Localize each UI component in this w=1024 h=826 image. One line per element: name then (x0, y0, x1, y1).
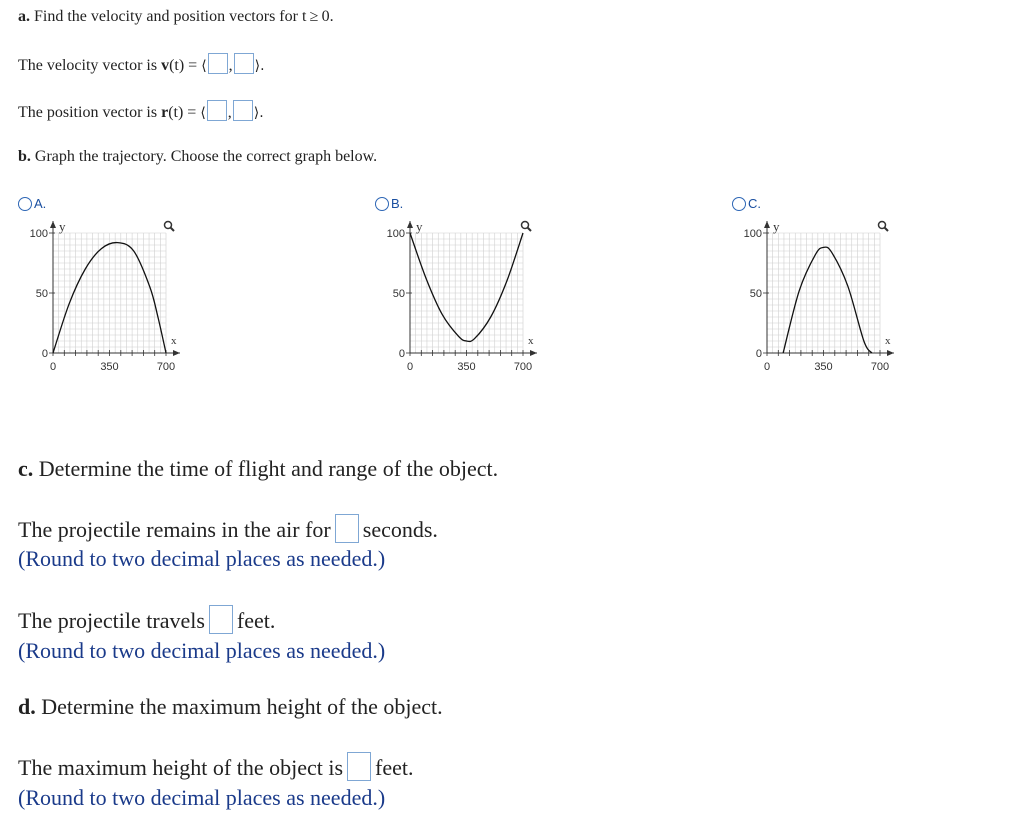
magnifier-handle (528, 228, 532, 232)
velocity-vector-line: The velocity vector is v(t) = ⟨ , ⟩. (18, 53, 265, 75)
y-tick-label: 100 (743, 228, 762, 240)
position-y-input[interactable] (233, 100, 253, 121)
x-tick-label: 700 (513, 361, 533, 373)
x-axis-label: x (171, 335, 177, 347)
magnifier-lens (879, 222, 886, 229)
x-axis-arrow (530, 350, 537, 356)
y-tick-label: 50 (35, 288, 48, 300)
graph-a (18, 210, 198, 380)
part-c-prompt: c. Determine the time of flight and range of the object. (18, 456, 499, 481)
magnifier-handle (171, 228, 175, 232)
magnifier-handle (885, 228, 889, 232)
travel-line: The projectile travels feet. (18, 605, 275, 634)
y-axis-arrow (407, 221, 413, 228)
magnifier-icon (165, 222, 175, 232)
graph-b (375, 210, 555, 380)
y-axis-arrow (764, 221, 770, 228)
part-a-prompt: a. Find the velocity and position vectors for t ≥ 0. (18, 8, 334, 25)
magnifier-lens (165, 222, 172, 229)
magnifier-icon (522, 222, 532, 232)
x-tick-label: 0 (406, 361, 414, 373)
x-tick-label: 350 (100, 361, 119, 373)
part-d-prompt: d. Determine the maximum height of the object. (18, 694, 443, 719)
option-c-radio[interactable] (732, 197, 746, 211)
x-tick-label: 700 (156, 361, 176, 373)
graph-c (732, 210, 912, 380)
y-axis-label: y (773, 219, 780, 234)
x-axis-arrow (887, 350, 894, 356)
air-time-input[interactable] (335, 514, 359, 543)
y-tick-label: 50 (749, 288, 762, 300)
y-tick-label: 50 (392, 288, 405, 300)
option-a-radio[interactable] (18, 197, 32, 211)
x-axis-arrow (173, 350, 180, 356)
y-tick-label: 100 (386, 228, 405, 240)
max-height-input[interactable] (347, 752, 371, 781)
y-tick-label: 0 (755, 348, 762, 360)
position-vector-line: The position vector is r(t) = ⟨ , ⟩. (18, 100, 264, 122)
option-b-radio[interactable] (375, 197, 389, 211)
x-axis-label: x (885, 335, 891, 347)
option-a[interactable]: A. 0 350 700 0 50 100 y x (18, 196, 218, 386)
travel-distance-input[interactable] (209, 605, 233, 634)
y-tick-label: 100 (29, 228, 48, 240)
max-height-hint: (Round to two decimal places as needed.) (18, 785, 386, 810)
option-c[interactable]: C. 0 350 700 0 50 100 y x (732, 196, 932, 386)
x-tick-label: 700 (870, 361, 890, 373)
position-x-input[interactable] (207, 100, 227, 121)
magnifier-lens (522, 222, 529, 229)
y-tick-label: 0 (398, 348, 405, 360)
x-axis-label: x (528, 335, 534, 347)
air-time-hint: (Round to two decimal places as needed.) (18, 546, 386, 571)
magnifier-icon (879, 222, 889, 232)
x-tick-label: 350 (457, 361, 476, 373)
option-b[interactable]: B. 0 350 700 0 50 100 y x (375, 196, 575, 386)
y-axis-arrow (50, 221, 56, 228)
part-b-prompt: b. Graph the trajectory. Choose the correct graph below. (18, 148, 378, 165)
x-tick-label: 0 (763, 361, 771, 373)
x-tick-label: 350 (814, 361, 833, 373)
max-height-line: The maximum height of the object is feet. (18, 752, 414, 781)
velocity-y-input[interactable] (234, 53, 254, 74)
y-tick-label: 0 (41, 348, 48, 360)
y-axis-label: y (59, 219, 66, 234)
air-time-line: The projectile remains in the air for seconds. (18, 514, 438, 543)
y-axis-label: y (416, 219, 423, 234)
travel-hint: (Round to two decimal places as needed.) (18, 638, 386, 663)
x-tick-label: 0 (49, 361, 57, 373)
velocity-x-input[interactable] (208, 53, 228, 74)
